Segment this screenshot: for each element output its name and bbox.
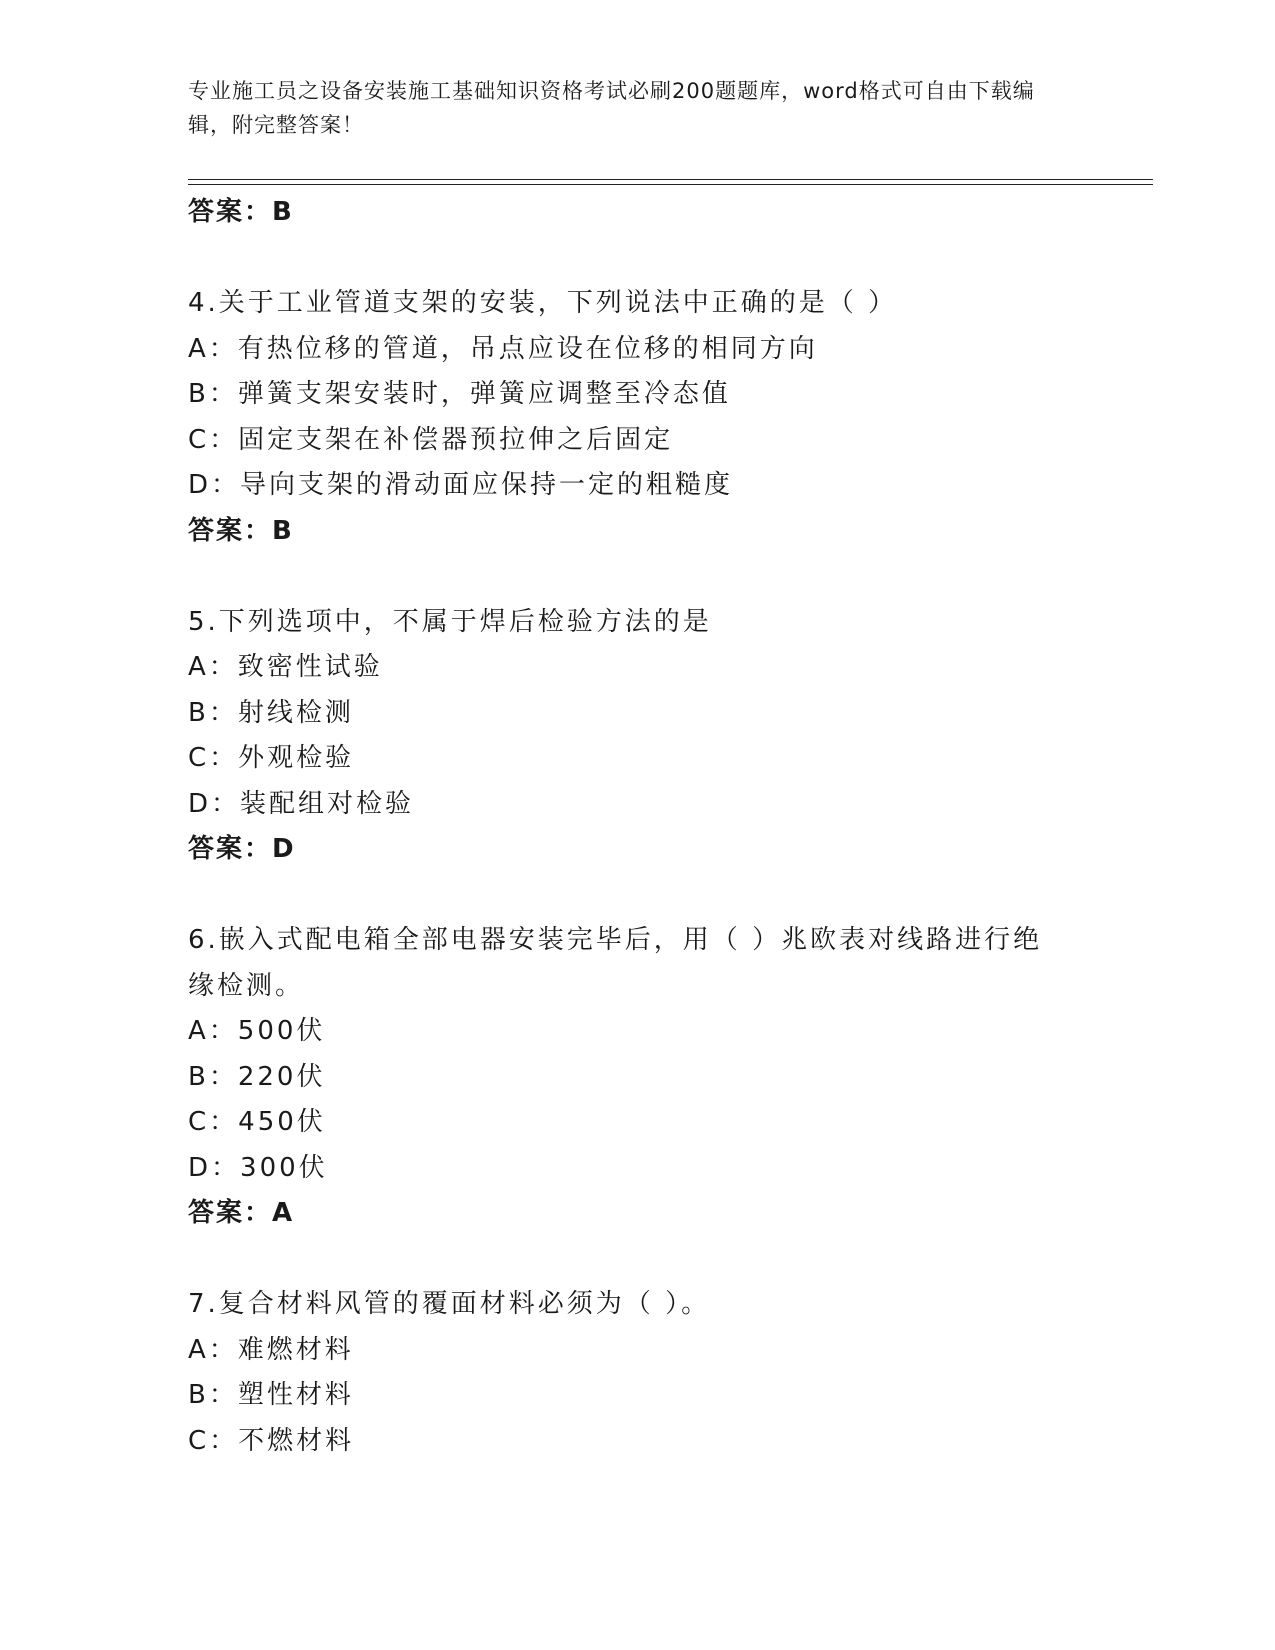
option-a: A：有热位移的管道，吊点应设在位移的相同方向 bbox=[188, 333, 818, 364]
option-d: D：导向支架的滑动面应保持一定的粗糙度 bbox=[188, 470, 734, 500]
option-b: B：220伏 bbox=[188, 1061, 326, 1092]
option-c: C：外观检验 bbox=[188, 743, 355, 773]
header-divider-bottom bbox=[188, 184, 1153, 185]
answer-label: 答案：B bbox=[188, 197, 294, 227]
option-c: C：不燃材料 bbox=[188, 1425, 355, 1456]
option-a: A：500伏 bbox=[188, 1016, 326, 1046]
option-c: C：固定支架在补偿器预拉伸之后固定 bbox=[188, 424, 674, 455]
option-d: D：装配组对检验 bbox=[188, 788, 415, 819]
option-b: B：塑性材料 bbox=[188, 1380, 354, 1410]
document-header: 专业施工员之设备安装施工基础知识资格考试必刷200题题库，word格式可自由下载编辑，附完整答案！ bbox=[188, 79, 1035, 137]
header-divider-top bbox=[188, 179, 1153, 180]
question-block bbox=[188, 600, 1088, 873]
option-a: A：难燃材料 bbox=[188, 1334, 354, 1365]
answer-label: 答案：D bbox=[188, 834, 296, 864]
option-b: B：射线检测 bbox=[188, 697, 354, 728]
answer-label: 答案：A bbox=[188, 1198, 295, 1228]
option-c: C：450伏 bbox=[188, 1107, 326, 1137]
question-stem: 5.下列选项中，不属于焊后检验方法的是 bbox=[188, 606, 712, 637]
question-block bbox=[188, 918, 1088, 1237]
question-stem: 6.嵌入式配电箱全部电器安装完毕后，用（ ）兆欧表对线路进行绝缘检测。 bbox=[188, 925, 1043, 1001]
question-stem: 4.关于工业管道支架的安装，下列说法中正确的是（ ） bbox=[188, 288, 898, 318]
option-b: B：弹簧支架安装时，弹簧应调整至冷态值 bbox=[188, 379, 731, 409]
question-stem: 7.复合材料风管的覆面材料必须为（ ）。 bbox=[188, 1289, 711, 1319]
answer-label: 答案：B bbox=[188, 515, 294, 546]
option-d: D：300伏 bbox=[188, 1152, 328, 1183]
question-block bbox=[188, 1282, 1088, 1464]
question-list bbox=[188, 190, 1088, 1464]
question-block bbox=[188, 281, 1088, 554]
option-a: A：致密性试验 bbox=[188, 652, 383, 682]
